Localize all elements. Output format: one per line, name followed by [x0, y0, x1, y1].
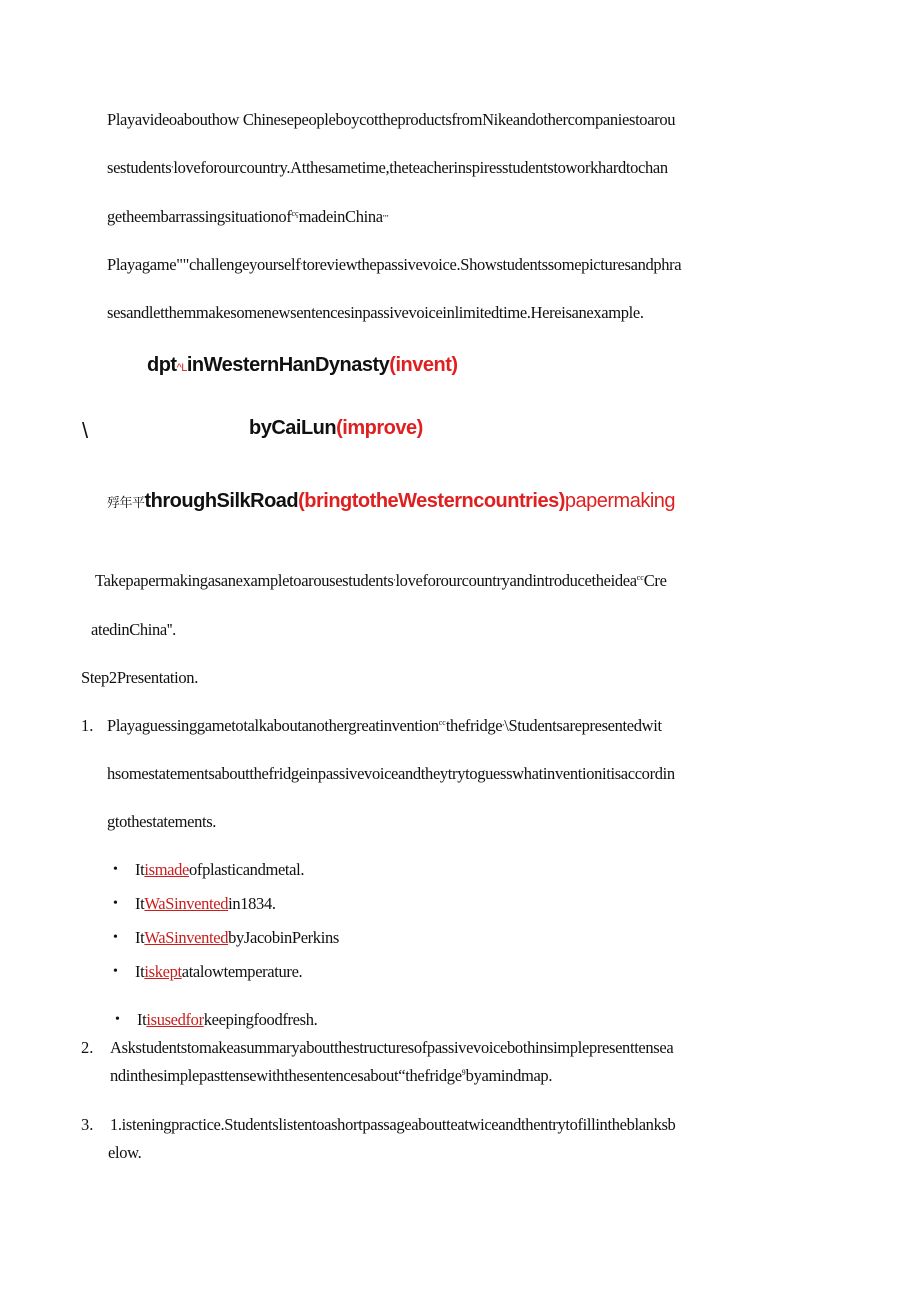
text-span: Cre	[643, 571, 667, 590]
quote-mark: cc	[438, 718, 446, 727]
example-verb-improve: (improve)	[336, 417, 423, 439]
item2-number: 2.	[81, 1038, 94, 1057]
quote-mark: 9	[461, 1068, 466, 1077]
item1-line1: Playaguessinggametotalkaboutanothergreatinvention$^{cc}$thefridge,\Studentsarepresentedwit	[107, 716, 662, 735]
passive-verb: isusedfor	[146, 1010, 204, 1029]
text-span: atalowtemperature.	[181, 962, 303, 981]
text-span: madeinChina	[298, 207, 383, 226]
text-span: It	[137, 1010, 147, 1029]
text-span: getheembarrassingsituationof	[107, 207, 292, 226]
para1-line2: sestudents,loveforourcountry.Atthesametime,theteacherinspiresstudentstoworkhardtochan	[107, 158, 668, 177]
item2-line1: Askstudentstomakeasummaryaboutthestructuresofpassivevoicebothinsimplepresenttensea	[110, 1038, 674, 1057]
text-span: It	[135, 928, 145, 947]
text-span: byamindmap.	[465, 1066, 553, 1085]
example-verb-invent: (invent)	[389, 354, 458, 376]
passive-verb: WaSinvented	[144, 894, 229, 913]
bullet-item	[137, 1010, 317, 1030]
text-span: keepingfoodfresh.	[203, 1010, 318, 1029]
item3-line2: elow.	[108, 1143, 142, 1162]
example-text: byCaiLun	[249, 417, 337, 439]
bullet-dot: •	[113, 896, 118, 911]
item2-line2	[110, 1066, 552, 1086]
example-text: inWesternHanDynasty	[186, 354, 390, 376]
bullet-dot: •	[113, 964, 118, 979]
quote-mark: cc	[636, 573, 644, 582]
text-span: loveforourcountry.Atthesametime,theteacherinspiresstudentstoworkhardtochan	[173, 158, 668, 177]
example-text: dpt	[147, 354, 177, 376]
para1-line1: Playavideoabouthow ChinesepeopleboycottheproductsfromNikeandothercompaniestoarou	[107, 110, 676, 129]
para1-line5: sesandletthemmakesomenewsentencesinpassivevoiceinlimitedtime.Hereisanexample.	[107, 303, 644, 322]
item1-line3: gtothestatements.	[107, 812, 217, 831]
para1-line4: Playagame""challengeyourself,toreviewthepassivevoice.Showstudentssomepicturesandphra	[107, 255, 682, 274]
text-span: loveforourcountryandintroducetheidea	[395, 571, 637, 590]
text-span: ndinthesimplepasttensewiththesentencesabout“thefridge	[110, 1066, 462, 1085]
text-span: It	[135, 962, 145, 981]
passive-verb: ismade	[144, 860, 190, 879]
bullet-item	[135, 860, 304, 880]
text-span: byJacobinPerkins	[228, 928, 339, 947]
bullet-item	[135, 928, 339, 948]
text-span: Playagame""challengeyourself	[107, 255, 301, 274]
item1-line2: hsomestatementsaboutthefridgeinpassivevoiceandtheytrytoguesswhatinventionitisaccordin	[107, 764, 675, 783]
example-slash: \	[82, 418, 88, 443]
item3-number: 3.	[81, 1115, 94, 1134]
example-tiny: ^L	[176, 362, 187, 374]
passive-verb: WaSinvented	[144, 928, 229, 947]
text-span: Playaguessinggametotalkaboutanothergreatinvention	[107, 716, 439, 735]
text-span: in1834.	[228, 894, 276, 913]
example-verb-bring: (bringtotheWesterncountries)	[298, 490, 565, 512]
step2-heading: Step2Presentation.	[81, 668, 198, 687]
example-cjk: 殍年平	[107, 495, 145, 510]
item3-line1: 1.isteningpractice.Studentslistentoashortpassageaboutteatwiceandthentrytofillintheblanksb	[110, 1115, 676, 1134]
example-subject: papermaking	[564, 490, 676, 512]
bullet-item	[135, 894, 276, 914]
example-row-2	[249, 417, 423, 440]
bullet-dot: •	[115, 1012, 120, 1027]
bullet-item	[135, 962, 302, 982]
text-span: ofplasticandmetal.	[189, 860, 305, 879]
para2-line1: Takepapermakingasanexampletoarousestudents,loveforourcountryandintroducetheidea$^{cc}$Cre	[95, 571, 667, 590]
example-row-3	[107, 490, 675, 513]
bullet-dot: •	[113, 862, 118, 877]
example-row-1	[147, 354, 458, 377]
text-span: Takepapermakingasanexampletoarousestudents	[95, 571, 394, 590]
item1-number: 1.	[81, 716, 94, 735]
para1-line3: getheembarrassingsituationof$^{cç}$madeinChina,,,	[107, 207, 389, 226]
text-span: toreviewthepassivevoice.Showstudentssomepicturesandphra	[302, 255, 682, 274]
text-span: \Studentsarepresentedwit	[504, 716, 662, 735]
text-span: thefridge	[445, 716, 503, 735]
passive-verb: iskept	[144, 962, 182, 981]
text-span: It	[135, 860, 145, 879]
quote-mark: cç	[291, 209, 299, 218]
bullet-dot: •	[113, 930, 118, 945]
text-span: sestudents	[107, 158, 172, 177]
para2-line2: atedinChina''.	[91, 620, 176, 639]
example-text: throughSilkRoad	[144, 490, 299, 512]
text-span: It	[135, 894, 145, 913]
